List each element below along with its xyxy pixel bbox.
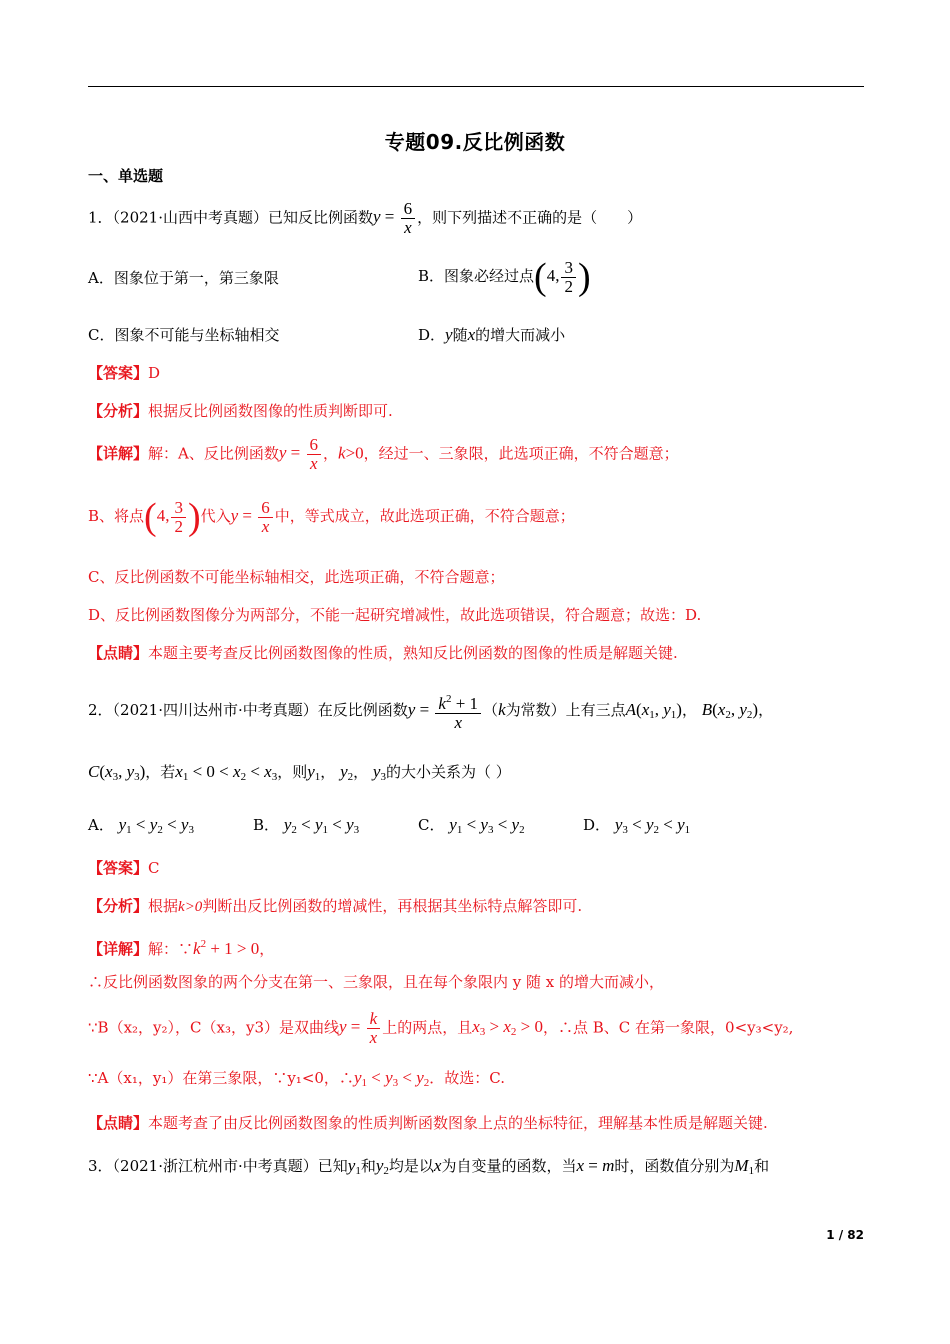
page-number: 1 / 82 [826,1228,864,1242]
q1-analysis: 【分析】根据反比例函数图像的性质判断即可. [88,402,393,420]
q1-detail: 【详解】解：A、反比例函数y = $\frac{6}{x}$ ，k>0，经过一、三象限，此选项正确，不符合题意； [88,435,679,473]
q2-detail: 【详解】解：$\because k^2 + 1 > 0$， [88,938,275,958]
q1-detail-b: B、将点(4, $\frac{3}{2}$ )代入y = $\frac{6}{x}$ 中，等式成立，故此选项正确，不符合题意； [88,496,575,538]
q2-option-a: A． $y_1 < y_2 < y_3$ [88,815,194,836]
q2-option-c: C． $y_1 < y_3 < y_2$ [418,815,525,836]
q1-option-a: A．图象位于第一，第三象限 [88,269,279,287]
q1-comment: 【点睛】本题主要考查反比例函数图像的性质，熟知反比例函数的图像的性质是解题关键. [88,644,678,662]
q1-stem: 1．（2021·山西中考真题）已知反比例函数y = $\frac{6}{x}$ ，则下列描述不正确的是（ ） [88,199,643,237]
page-title: 专题09.反比例函数 [384,130,566,154]
header-rule [88,86,864,87]
q1-option-c: C．图象不可能与坐标轴相交 [88,326,280,344]
q2-detail-2: ∴反比例函数图象的两个分支在第一、三象限，且在每个象限内 y 随 x 的增大而减小， [88,973,665,991]
q1-answer: 【答案】D [88,364,161,382]
q2-answer: 【答案】C [88,859,160,877]
q2-detail-3: ∵B（x₂，y₂），C（x₃，y3）是双曲线y = $\frac{k}{x}$ 上的两点，且$x_3 > x_2 > 0$，∴点 B、C 在第一象限，0<y₃<y₂, [88,1009,794,1047]
section-heading: 一、单选题 [88,167,164,185]
q2-detail-4: ∵A（x₁，y₁）在第三象限，∵y₁<0，$\therefore y_1 < y_3 < y_2$．故选：C. [88,1068,505,1089]
q2-analysis: 【分析】根据k>0判断出反比例函数的增减性，再根据其坐标特点解答即可. [88,897,583,915]
q2-stem-2: $C(x_3$, $y_3$)，若$x_1 < 0 < x_2 < x_3$，则$y_1$， $y_2$， $y_3$的大小关系为（ ） [88,762,511,783]
q2-options [88,815,690,840]
q2-comment: 【点睛】本题考查了由反比例函数图象的性质判断函数图象上点的坐标特征，理解基本性质是解题关键. [88,1114,768,1132]
q2-option-d: D． $y_3 < y_2 < y_1$ [583,815,691,836]
q2-stem: 2．（2021·四川达州市·中考真题）在反比例函数y = $\frac{k^2 + 1}{x}$ （k为常数）上有三点$A(x_1$, $y_1$)， $B(x_2$, $y_2$)， [88,693,774,732]
q1-detail-d: D、反比例函数图像分为两部分，不能一起研究增减性，故此选项错误，符合题意；故选：D. [88,606,702,624]
q1-detail-c: C、反比例函数不可能坐标轴相交，此选项正确，不符合题意； [88,568,505,586]
q3-stem: 3．（2021·浙江杭州市·中考真题）已知$y_1$和$y_2$均是以x为自变量的函数，当x = m时，函数值分别为$M_1$和 [88,1156,770,1177]
q1-option-b: B．图象必经过点(4, $\frac{3}{2}$ ) [418,256,591,298]
q1-option-d: D．y随x的增大而减小 [418,325,566,344]
q2-option-b: B． $y_2 < y_1 < y_3$ [253,815,360,836]
